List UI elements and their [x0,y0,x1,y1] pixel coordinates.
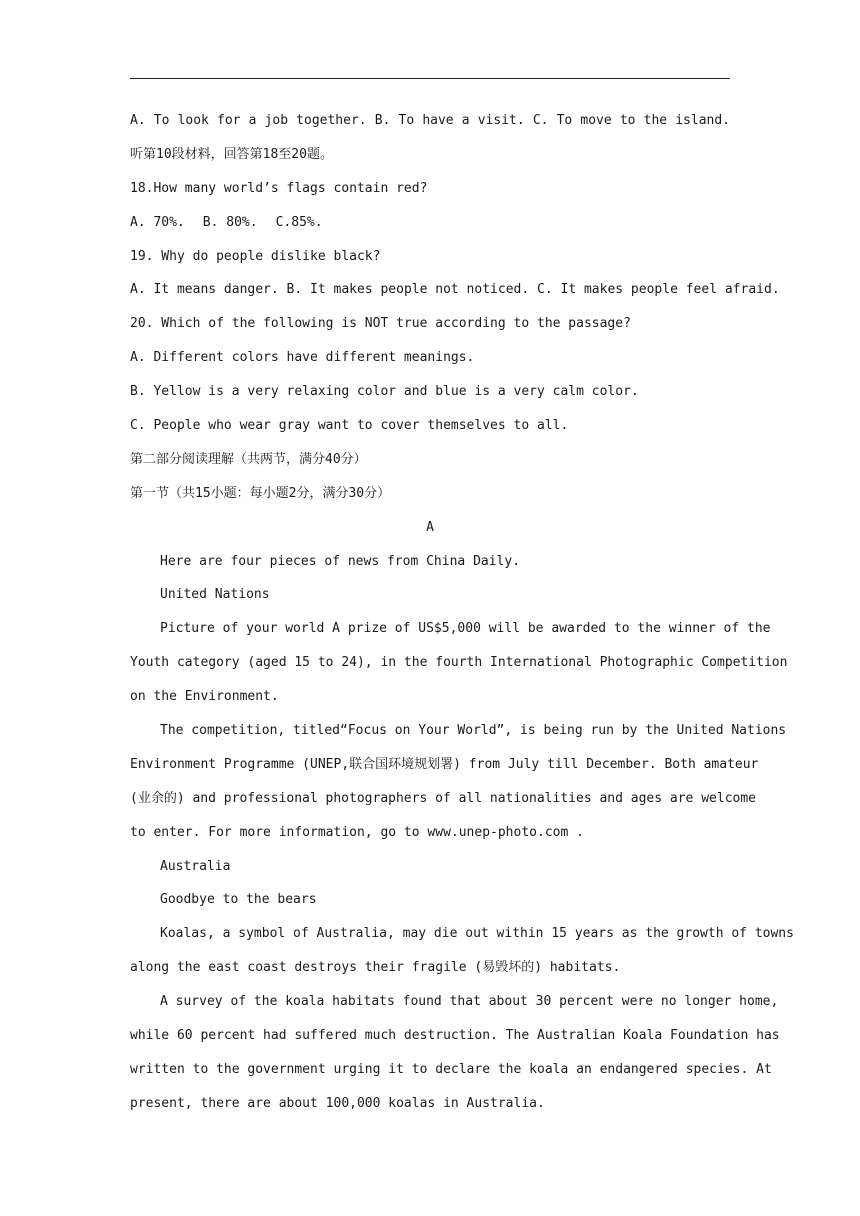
passage-letter: A [426,519,434,535]
document-body [130,104,794,1121]
news-heading-australia: Australia [160,858,231,874]
paragraph-line: Youth category (aged 15 to 24), in the fourth International Photographic Competition [130,655,788,671]
news-heading-un: United Nations [160,587,270,603]
option-a: A. 70%. [130,214,185,230]
news-subheading: Goodbye to the bears [160,892,317,908]
paragraph-line: The competition, titled“Focus on Your World”, is being run by the United Nations [160,723,787,739]
paragraph-line: to enter. For more information, go to www.unep-photo.com . [130,824,584,840]
paragraph-line: written to the government urging it to declare the koala an endangered species. At [130,1061,772,1077]
header-rule [130,78,730,79]
question-19-options [130,273,780,307]
paragraph-line: on the Environment. [130,689,279,705]
option-c: C.85%. [275,214,323,230]
question-19: 19. Why do people dislike black? [130,248,381,264]
paragraph-line: Picture of your world A prize of US$5,000 will be awarded to the winner of the [160,621,771,637]
question-20-option-a: A. Different colors have different meanings. [130,350,475,366]
section-heading: 第一节（共15小题：每小题2分，满分30分） [130,485,391,501]
paragraph-line: (业余的) and professional photographers of all nationalities and ages are welcome [130,790,756,806]
paragraph-line: Environment Programme (UNEP,联合国环境规划署) from July till December. Both amateur [130,756,759,772]
option-b: B. 80%. [202,214,258,230]
question-20-option-c: C. People who wear gray want to cover themselves to all. [130,418,569,434]
question-18: 18.How many world’s flags contain red? [130,180,428,196]
option-a: A. To look for a job together. [130,113,367,128]
option-c: C. To move to the island. [532,113,731,128]
question-17-options [130,104,730,138]
paragraph-line: Koalas, a symbol of Australia, may die out within 15 years as the growth of towns [160,926,794,942]
option-c: C. It makes people feel afraid. [537,282,780,298]
part-heading: 第二部分阅读理解（共两节，满分40分） [130,451,367,467]
passage-intro: Here are four pieces of news from China Daily. [160,553,521,569]
paragraph-line: present, there are about 100,000 koalas in Australia. [130,1095,545,1111]
question-20-option-b: B. Yellow is a very relaxing color and blue is a very calm color. [130,384,639,400]
section-instruction: 听第10段材料，回答第18至20题。 [130,146,333,162]
paragraph-line: A survey of the koala habitats found that about 30 percent were no longer home, [160,994,779,1010]
option-b: B. It makes people not noticed. [286,282,530,298]
question-18-options [130,206,730,240]
paragraph-line: while 60 percent had suffered much destruction. The Australian Koala Foundation has [130,1028,780,1044]
option-b: B. To have a visit. [374,113,525,128]
option-a: A. It means danger. [130,282,279,298]
question-20: 20. Which of the following is NOT true according to the passage? [130,316,631,332]
paragraph-line: along the east coast destroys their fragile (易毁坏的) habitats. [130,960,621,976]
